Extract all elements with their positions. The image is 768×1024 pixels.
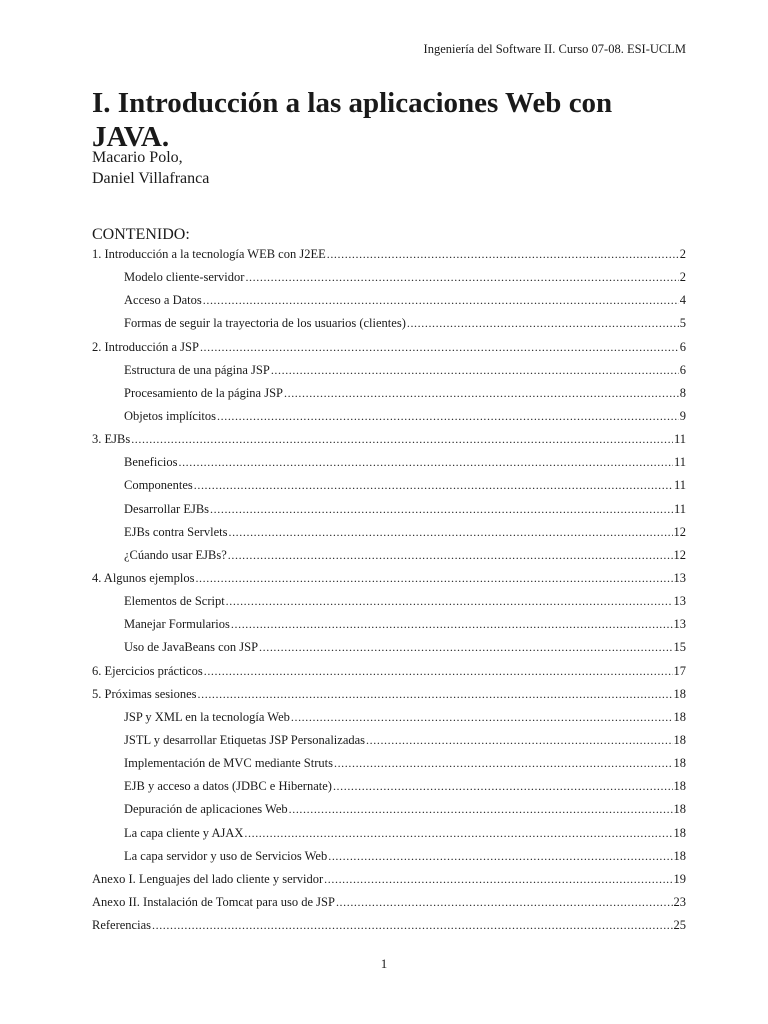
toc-entry-page: 6 bbox=[679, 362, 686, 377]
toc-entry-label: Acceso a Datos bbox=[124, 293, 202, 308]
toc-entry[interactable] bbox=[92, 729, 686, 752]
toc-entry-page: 8 bbox=[679, 385, 686, 400]
toc-entry[interactable] bbox=[92, 798, 686, 821]
toc-entry[interactable] bbox=[92, 636, 686, 659]
dot-leader bbox=[228, 521, 672, 544]
dot-leader bbox=[336, 891, 673, 914]
toc-entry[interactable] bbox=[92, 590, 686, 613]
dot-leader bbox=[271, 359, 679, 382]
toc-entry[interactable] bbox=[92, 822, 686, 845]
toc-entry[interactable] bbox=[92, 914, 686, 937]
dot-leader bbox=[333, 775, 673, 798]
toc-entry-page: 13 bbox=[673, 570, 686, 585]
toc-entry[interactable] bbox=[92, 567, 686, 590]
toc-entry-label: EJB y acceso a datos (JDBC e Hibernate) bbox=[124, 779, 332, 794]
toc-entry-label: EJBs contra Servlets bbox=[124, 524, 228, 539]
toc-entry-label: 1. Introducción a la tecnología WEB con J2EE bbox=[92, 247, 326, 261]
toc-entry[interactable] bbox=[92, 544, 686, 567]
toc-entry-page: 18 bbox=[673, 848, 686, 863]
running-header: Ingeniería del Software II. Curso 07-08. ESI-UCLM bbox=[423, 42, 686, 56]
toc-entry-label: ¿Cúando usar EJBs? bbox=[124, 547, 227, 562]
toc-entry-label: 5. Próximas sesiones bbox=[92, 686, 197, 701]
toc-entry-label: JSTL y desarrollar Etiquetas JSP Personalizadas bbox=[124, 732, 366, 747]
dot-leader bbox=[284, 382, 679, 405]
toc-entry-label: Procesamiento de la página JSP bbox=[124, 385, 283, 400]
toc-entry-page: 13 bbox=[673, 617, 686, 632]
toc-entry-page: 23 bbox=[673, 894, 686, 909]
toc-entry-label: Componentes bbox=[124, 478, 193, 493]
toc-entry-label: Formas de seguir la trayectoria de los usuarios (clientes) bbox=[124, 316, 406, 331]
dot-leader bbox=[200, 336, 679, 359]
toc-entry-page: 18 bbox=[673, 732, 686, 747]
table-of-contents bbox=[92, 243, 686, 937]
dot-leader bbox=[231, 613, 673, 636]
dot-leader bbox=[226, 590, 673, 613]
toc-entry-page: 9 bbox=[679, 408, 686, 423]
dot-leader bbox=[203, 289, 679, 312]
toc-entry[interactable] bbox=[92, 243, 686, 266]
toc-entry-page: 5 bbox=[679, 316, 686, 331]
toc-entry-page: 11 bbox=[673, 478, 686, 493]
dot-leader bbox=[366, 729, 672, 752]
toc-entry-page: 25 bbox=[673, 918, 686, 933]
toc-entry-page: 13 bbox=[673, 594, 686, 609]
authors-block bbox=[92, 147, 209, 189]
toc-entry[interactable] bbox=[92, 266, 686, 289]
dot-leader bbox=[228, 544, 673, 567]
toc-entry-label: 6. Ejercicios prácticos bbox=[92, 663, 203, 678]
dot-leader bbox=[291, 706, 673, 729]
dot-leader bbox=[195, 567, 672, 590]
toc-entry[interactable] bbox=[92, 405, 686, 428]
toc-entry[interactable] bbox=[92, 451, 686, 474]
dot-leader bbox=[194, 474, 673, 497]
toc-entry-label: Objetos implícitos bbox=[124, 408, 217, 423]
toc-entry[interactable] bbox=[92, 359, 686, 382]
dot-leader bbox=[210, 498, 673, 521]
toc-entry-label: Beneficios bbox=[124, 455, 178, 470]
toc-entry-label: La capa cliente y AJAX bbox=[124, 825, 244, 840]
toc-entry-page: 4 bbox=[679, 293, 686, 308]
dot-leader bbox=[334, 752, 673, 775]
toc-entry[interactable] bbox=[92, 891, 686, 914]
toc-entry-page: 18 bbox=[673, 756, 686, 771]
dot-leader bbox=[217, 405, 679, 428]
toc-entry-page: 11 bbox=[673, 455, 686, 470]
page-number: 1 bbox=[380, 956, 388, 971]
toc-entry-page: 6 bbox=[679, 339, 686, 354]
dot-leader bbox=[289, 798, 673, 821]
dot-leader bbox=[259, 636, 672, 659]
toc-entry-page: 18 bbox=[673, 802, 686, 817]
toc-entry[interactable] bbox=[92, 382, 686, 405]
toc-entry-label: Manejar Formularios bbox=[124, 617, 230, 632]
toc-entry[interactable] bbox=[92, 521, 686, 544]
toc-entry-label: 2. Introducción a JSP bbox=[92, 339, 199, 354]
toc-entry-label: Referencias bbox=[92, 918, 151, 933]
dot-leader bbox=[198, 683, 673, 706]
dot-leader bbox=[244, 822, 672, 845]
toc-entry-page: 18 bbox=[673, 686, 686, 701]
toc-entry-page: 2 bbox=[679, 270, 686, 285]
toc-entry-page: 17 bbox=[673, 663, 686, 678]
toc-entry-page: 18 bbox=[673, 709, 686, 724]
toc-entry[interactable] bbox=[92, 683, 686, 706]
toc-entry-page: 12 bbox=[673, 524, 686, 539]
toc-entry[interactable] bbox=[92, 706, 686, 729]
toc-entry[interactable] bbox=[92, 845, 686, 868]
toc-entry-label: Modelo cliente-servidor bbox=[124, 270, 245, 285]
toc-entry[interactable] bbox=[92, 613, 686, 636]
toc-entry-label: Elementos de Script bbox=[124, 594, 225, 609]
toc-entry[interactable] bbox=[92, 474, 686, 497]
toc-entry[interactable] bbox=[92, 336, 686, 359]
toc-entry[interactable] bbox=[92, 498, 686, 521]
dot-leader bbox=[407, 312, 679, 335]
toc-entry-label: Desarrollar EJBs bbox=[124, 501, 210, 516]
toc-entry-page: 15 bbox=[673, 640, 686, 655]
dot-leader bbox=[178, 451, 672, 474]
toc-entry-page: 18 bbox=[673, 825, 686, 840]
toc-entry-label: Implementación de MVC mediante Struts bbox=[124, 756, 333, 771]
toc-entry-page: 12 bbox=[673, 547, 686, 562]
toc-entry-label: La capa servidor y uso de Servicios Web bbox=[124, 848, 328, 863]
toc-entry-page: 19 bbox=[673, 871, 686, 886]
toc-heading: CONTENIDO: bbox=[92, 226, 190, 243]
toc-entry-label: Anexo II. Instalación de Tomcat para uso de JSP bbox=[92, 894, 335, 909]
toc-entry[interactable] bbox=[92, 868, 686, 891]
toc-entry-label: JSP y XML en la tecnología Web bbox=[124, 709, 290, 724]
toc-entry[interactable] bbox=[92, 752, 686, 775]
dot-leader bbox=[327, 243, 679, 266]
toc-entry[interactable] bbox=[92, 660, 686, 683]
toc-entry-page: 11 bbox=[673, 501, 686, 516]
toc-entry[interactable] bbox=[92, 312, 686, 335]
dot-leader bbox=[324, 868, 672, 891]
toc-entry-label: Estructura de una página JSP bbox=[124, 362, 270, 377]
toc-entry-label: Uso de JavaBeans con JSP bbox=[124, 640, 259, 655]
dot-leader bbox=[245, 266, 678, 289]
toc-entry-page: 11 bbox=[673, 432, 686, 447]
toc-entry-label: 4. Algunos ejemplos bbox=[92, 570, 195, 585]
dot-leader bbox=[328, 845, 672, 868]
toc-entry-page: 2 bbox=[679, 247, 686, 261]
toc-entry[interactable] bbox=[92, 289, 686, 312]
author-name: Macario Polo, bbox=[92, 149, 183, 166]
toc-entry-label: 3. EJBs bbox=[92, 432, 131, 447]
toc-entry-label: Depuración de aplicaciones Web bbox=[124, 802, 288, 817]
document-title: I. Introducción a las aplicaciones Web con JAVA. bbox=[92, 87, 613, 153]
author-name: Daniel Villafranca bbox=[92, 170, 210, 187]
toc-entry[interactable] bbox=[92, 775, 686, 798]
toc-entry-label: Anexo I. Lenguajes del lado cliente y servidor bbox=[92, 871, 324, 886]
dot-leader bbox=[204, 660, 673, 683]
dot-leader bbox=[131, 428, 673, 451]
toc-entry-page: 18 bbox=[673, 779, 686, 794]
toc-entry[interactable] bbox=[92, 428, 686, 451]
dot-leader bbox=[152, 914, 673, 937]
